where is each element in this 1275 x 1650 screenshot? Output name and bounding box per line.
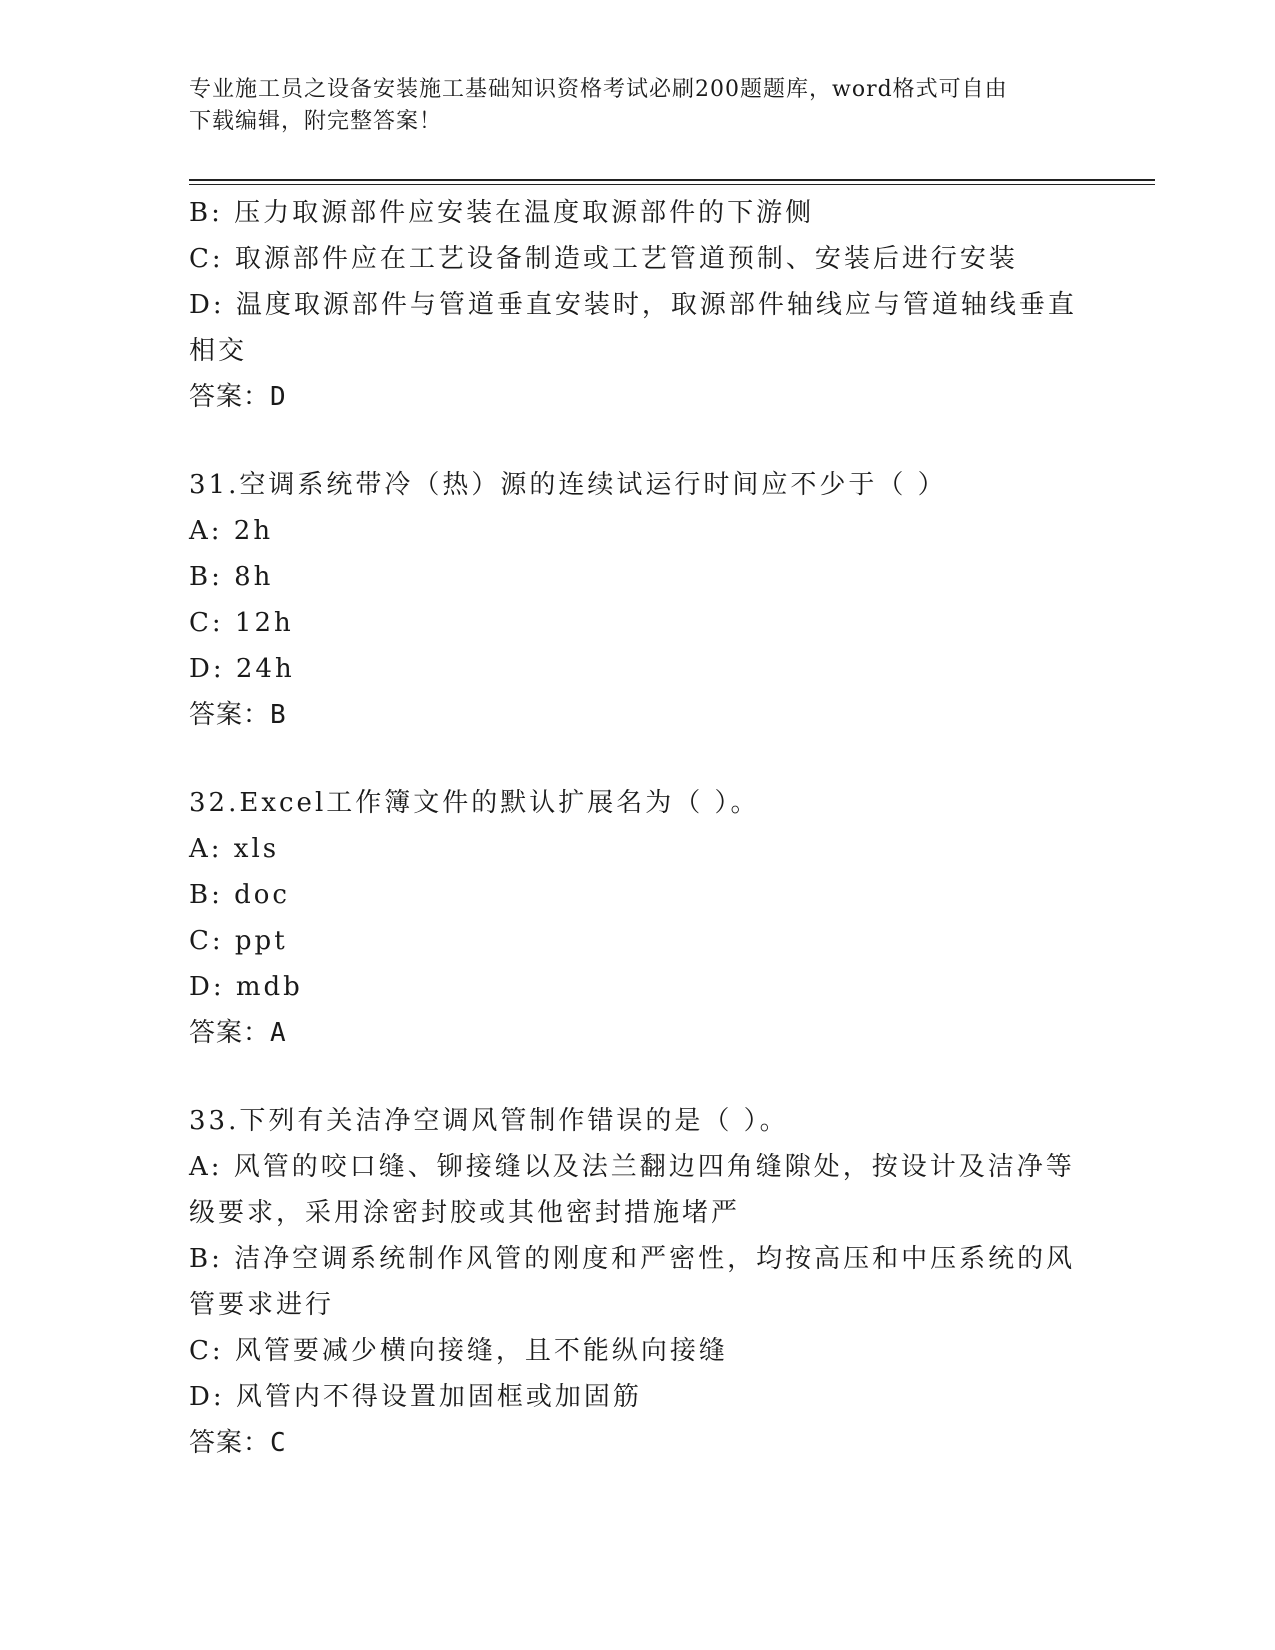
answer-value: C (270, 1428, 287, 1458)
option-b: B: 洁净空调系统制作风管的刚度和严密性，均按高压和中压系统的风 (189, 1244, 1076, 1274)
option-d: D: 风管内不得设置加固框或加固筋 (189, 1382, 642, 1412)
answer-value: D (270, 382, 287, 412)
answer-line (189, 1420, 1089, 1466)
answer-label: 答案： (189, 1018, 271, 1048)
option-c: C: 取源部件应在工艺设备制造或工艺管道预制、安装后进行安装 (189, 244, 1018, 274)
question-33 (189, 1098, 1089, 1466)
option-d: D: mdb (189, 972, 303, 1002)
question-stem: 31.空调系统带冷（热）源的连续试运行时间应不少于（ ） (189, 470, 947, 500)
question-stem: 32.Excel工作簿文件的默认扩展名为（ ）。 (189, 788, 760, 818)
option-a-continued: 级要求，采用涂密封胶或其他密封措施堵严 (189, 1198, 741, 1228)
option-a: A: xls (189, 834, 280, 864)
option-c: C: ppt (189, 926, 288, 956)
option-b: B: 8h (189, 562, 274, 592)
document-header (189, 74, 1089, 138)
header-divider-thin (189, 184, 1155, 185)
answer-label: 答案： (189, 1428, 271, 1458)
option-b: B: doc (189, 880, 290, 910)
option-d-continued: 相交 (189, 336, 248, 366)
header-divider-thick (189, 179, 1155, 181)
option-a: A: 2h (189, 516, 274, 546)
answer-line (189, 1010, 1089, 1056)
answer-label: 答案： (189, 700, 271, 730)
option-d: D: 温度取源部件与管道垂直安装时，取源部件轴线应与管道轴线垂直 (189, 290, 1077, 320)
header-title-line-1: 专业施工员之设备安装施工基础知识资格考试必刷200题题库，word格式可自由 (189, 77, 1008, 102)
question-stem: 33.下列有关洁净空调风管制作错误的是（ ）。 (189, 1106, 789, 1136)
question-31 (189, 462, 1089, 738)
answer-line (189, 692, 1089, 738)
option-a: A: 风管的咬口缝、铆接缝以及法兰翻边四角缝隙处，按设计及洁净等 (189, 1152, 1075, 1182)
header-title-line-2: 下载编辑，附完整答案！ (189, 109, 443, 134)
option-c: C: 风管要减少横向接缝，且不能纵向接缝 (189, 1336, 728, 1366)
answer-value: B (270, 700, 287, 730)
option-b-continued: 管要求进行 (189, 1290, 335, 1320)
answer-line (189, 374, 1089, 420)
option-c: C: 12h (189, 608, 294, 638)
answer-label: 答案： (189, 382, 271, 412)
answer-value: A (270, 1018, 287, 1048)
option-d: D: 24h (189, 654, 295, 684)
question-30-continued (189, 190, 1089, 420)
question-list (189, 190, 1089, 1508)
question-32 (189, 780, 1089, 1056)
option-b: B: 压力取源部件应安装在温度取源部件的下游侧 (189, 198, 815, 228)
